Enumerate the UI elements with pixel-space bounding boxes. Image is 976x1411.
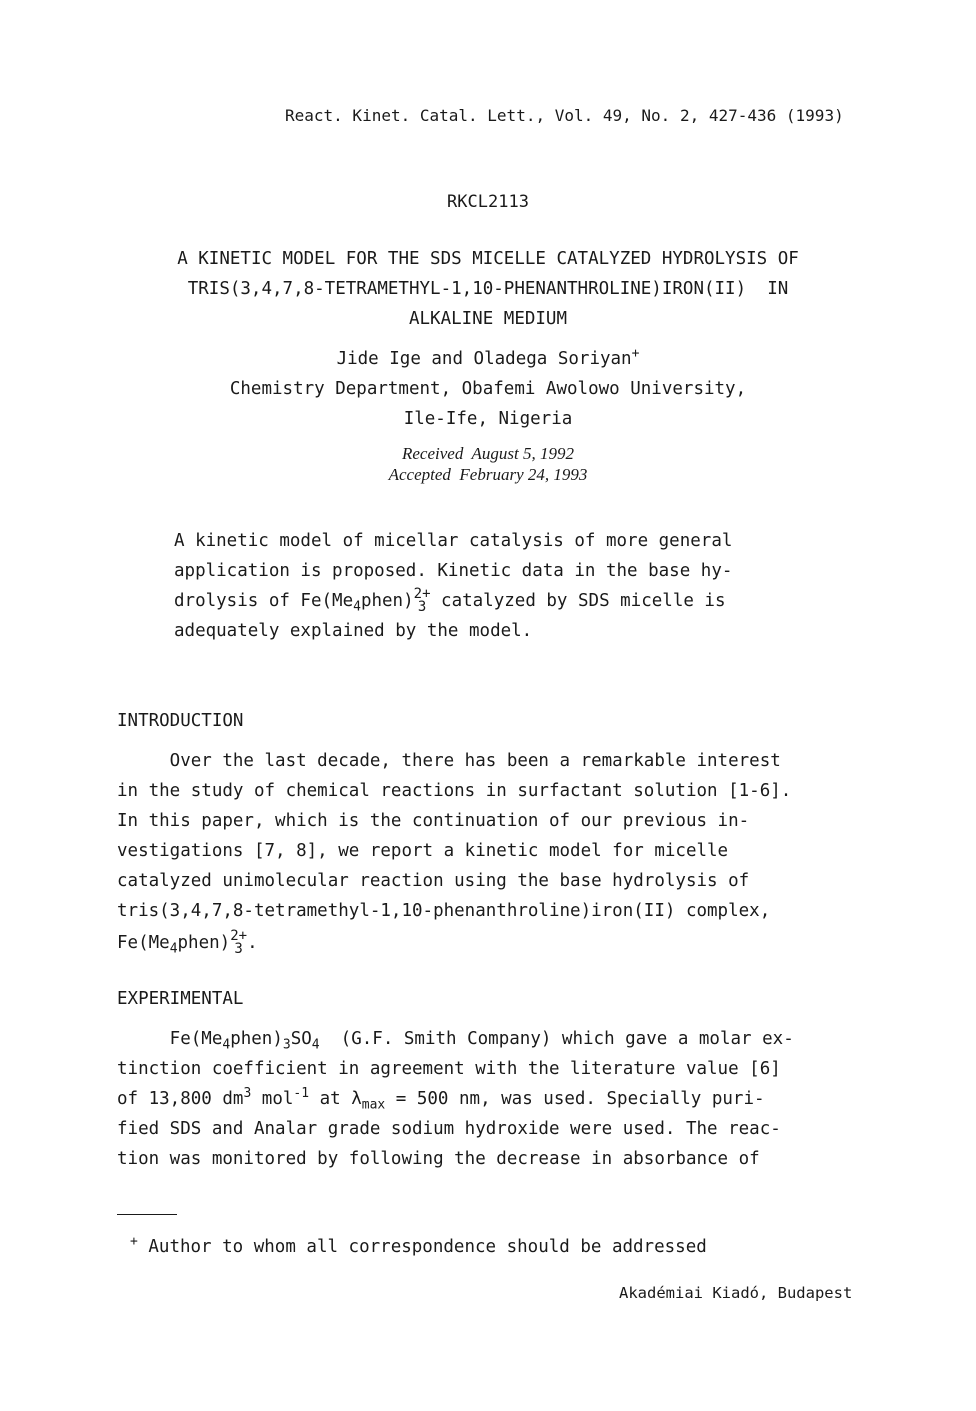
intro-line-5: catalyzed unimolecular reaction using the base hydrolysis of <box>117 871 750 891</box>
exp-line-5: tion was monitored by following the decrease in absorbance of <box>117 1149 760 1169</box>
author-footnote-mark: + <box>631 346 640 362</box>
article-code: RKCL2113 <box>447 192 529 212</box>
footnote <box>130 1232 707 1262</box>
received-date: Received August 5, 1992 <box>401 444 574 463</box>
intro-line-7: $Fe(Me_4phen)$ 2+ 3 . <box>117 928 258 957</box>
affiliation-line-1: Chemistry Department, Obafemi Awolowo University, <box>229 379 747 399</box>
intro-line-4: vestigations [7, 8], we report a kinetic model for micelle <box>117 841 729 861</box>
abstract-line-1: A kinetic model of micellar catalysis of more general <box>174 531 733 551</box>
experimental-heading: EXPERIMENTAL <box>117 989 244 1009</box>
authors <box>0 344 976 374</box>
abstract-line-3: drolysis of $Fe(Me_4phen)$ 2+ 3 catalyzed by SDS micelle is <box>174 586 726 615</box>
exp-line-3: of 13,800 $dm^3$ mol$^{-1}$ at $\lambda_{max} = 500$ nm, was used. Specially puri- <box>117 1086 765 1113</box>
author-names: Jide Ige and Oladega Soriyan <box>336 349 632 369</box>
exp-line-2: tinction coefficient in agreement with the literature value [6] <box>117 1059 781 1079</box>
intro-line-1: Over the last decade, there has been a remarkable interest <box>117 751 781 771</box>
intro-line-2: in the study of chemical reactions in surfactant solution [1-6]. <box>117 781 792 801</box>
title-line-1: A KINETIC MODEL FOR THE SDS MICELLE CATALYZED HYDROLYSIS OF <box>177 249 799 269</box>
footnote-mark: + <box>130 1234 138 1250</box>
abstract-line-2: application is proposed. Kinetic data in the base hy- <box>174 561 733 581</box>
affiliation-line-2: Ile-Ife, Nigeria <box>403 409 573 429</box>
abstract-line-4: adequately explained by the model. <box>174 621 533 641</box>
accepted-date: Accepted February 24, 1993 <box>388 465 588 484</box>
intro-line-6: tris(3,4,7,8-tetramethyl-1,10-phenanthroline)iron(II) complex, <box>117 901 771 921</box>
introduction-heading: INTRODUCTION <box>117 711 244 731</box>
exp-line-1: $Fe(Me_4phen)_3SO_4$ (G.F. Smith Company) which gave a molar ex- <box>117 1029 794 1053</box>
title-line-3: ALKALINE MEDIUM <box>408 309 568 329</box>
publisher: Akadémiai Kiadó, Budapest <box>619 1284 853 1302</box>
exp-line-4: fied SDS and Analar grade sodium hydroxide were used. The reac- <box>117 1119 781 1139</box>
intro-line-3: In this paper, which is the continuation of our previous in- <box>117 811 750 831</box>
footnote-text: Author to whom all correspondence should be addressed <box>148 1237 707 1257</box>
title-line-2: TRIS(3,4,7,8-TETRAMETHYL-1,10-PHENANTHROLINE)IRON(II) IN <box>187 279 789 299</box>
footnote-divider <box>117 1214 177 1215</box>
journal-reference: React. Kinet. Catal. Lett., Vol. 49, No. 2, 427-436 (1993) <box>285 106 844 125</box>
